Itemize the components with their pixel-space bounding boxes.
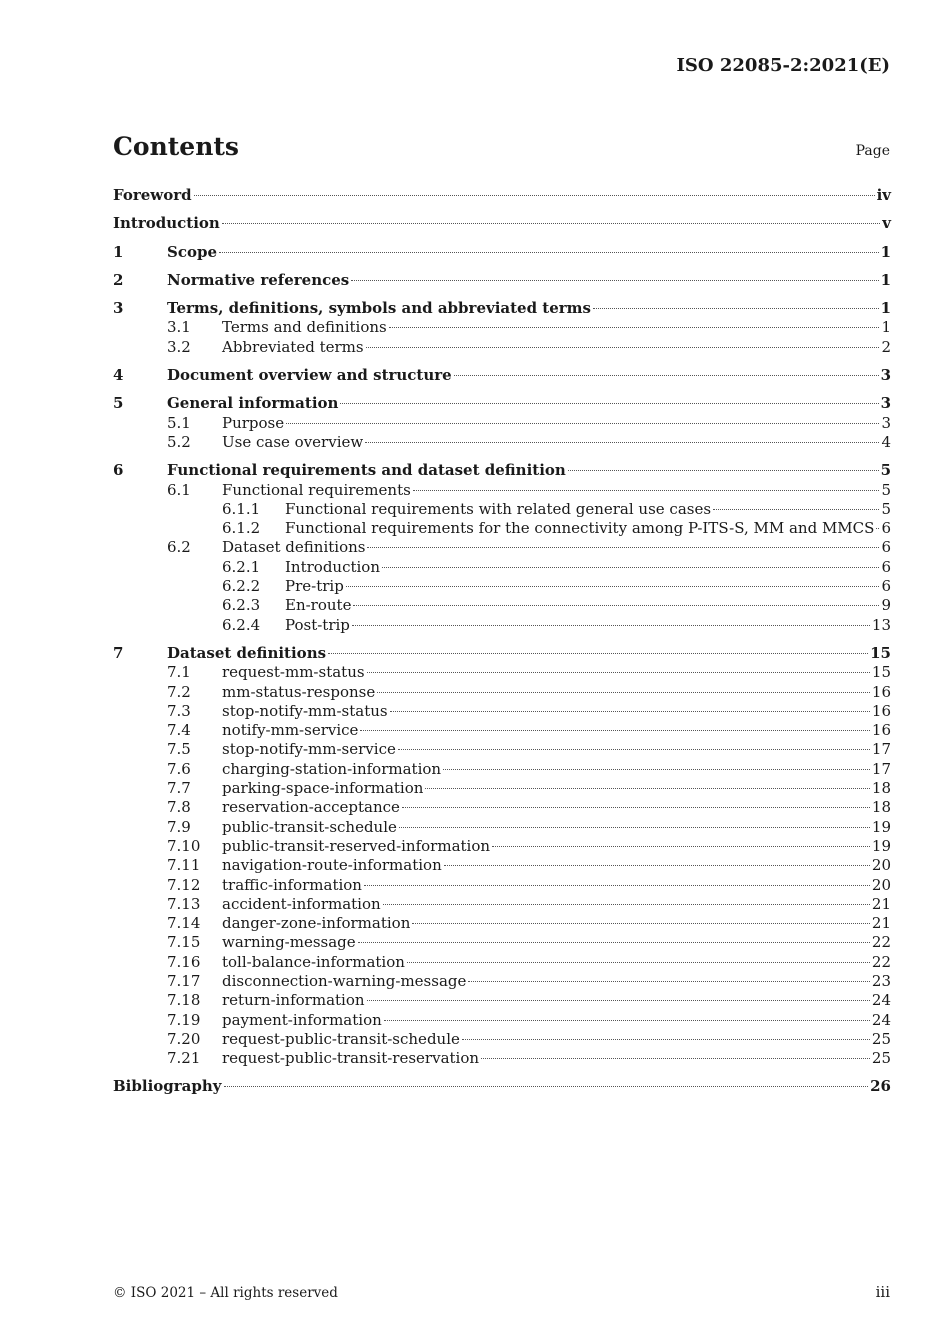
- toc-entry-page: iv: [876, 186, 891, 204]
- toc-entry-page: 26: [870, 1077, 891, 1096]
- toc-entry[interactable]: [113, 991, 891, 1010]
- dot-leader: [389, 327, 880, 328]
- dot-leader: [383, 904, 870, 905]
- toc-entry-title: stop-notify-mm-status: [222, 701, 388, 720]
- dot-leader: [444, 865, 870, 866]
- toc-entry-page: 15: [871, 663, 891, 682]
- dot-leader: [286, 423, 879, 424]
- toc-entry-title: Abbreviated terms: [222, 337, 364, 356]
- toc-entry-number: 5.2: [167, 432, 191, 451]
- toc-entry-number: 4: [113, 366, 124, 385]
- toc-entry-page: 17: [871, 759, 891, 778]
- toc-entry-page: 22: [871, 933, 891, 952]
- dot-leader: [492, 846, 870, 847]
- toc-entry-title: accident-information: [222, 894, 381, 913]
- toc-entry-title: Introduction: [113, 214, 220, 233]
- toc-entry-number: 7.8: [167, 798, 191, 817]
- toc-entry-number: 7.6: [167, 759, 191, 778]
- toc-entry-title: request-public-transit-schedule: [222, 1029, 460, 1048]
- dot-leader: [377, 692, 870, 693]
- dot-leader: [413, 490, 880, 491]
- toc-entry[interactable]: [113, 500, 891, 519]
- dot-leader: [366, 347, 880, 348]
- toc-entry-page: 18: [871, 798, 891, 817]
- toc-entry-number: 7.7: [167, 779, 191, 798]
- toc-entry-title: payment-information: [222, 1010, 382, 1029]
- dot-leader: [876, 528, 879, 529]
- toc-entry-number: 3: [113, 299, 124, 318]
- toc-entry-page: 25: [871, 1029, 891, 1048]
- toc-entry-title: mm-status-response: [222, 682, 376, 701]
- table-of-contents: [113, 186, 891, 1097]
- toc-entry[interactable]: [113, 271, 891, 290]
- toc-entry-number: 7.5: [167, 740, 191, 759]
- toc-entry[interactable]: [113, 616, 891, 635]
- toc-entry-number: 7: [113, 643, 124, 662]
- page-column-label: Page: [855, 143, 890, 159]
- toc-entry-title: Terms and definitions: [222, 318, 387, 337]
- toc-entry-page: 6: [881, 538, 891, 557]
- toc-entry[interactable]: [113, 914, 891, 933]
- dot-leader: [194, 195, 875, 196]
- toc-entry-page: 5: [881, 480, 891, 499]
- toc-entry-number: 7.21: [167, 1049, 201, 1068]
- toc-entry-page: 18: [871, 779, 891, 798]
- dot-leader: [454, 375, 879, 376]
- toc-entry[interactable]: [113, 577, 891, 596]
- toc-entry[interactable]: [113, 1049, 891, 1068]
- toc-entry-title: Post-trip: [285, 615, 350, 634]
- toc-entry[interactable]: [113, 394, 891, 413]
- toc-entry-number: 7.20: [167, 1029, 201, 1048]
- toc-entry-number: 6.2.2: [222, 577, 261, 596]
- toc-entry-number: 6.2.1: [222, 557, 261, 576]
- toc-entry-page: 19: [871, 817, 891, 836]
- toc-entry-number: 3.1: [167, 318, 191, 337]
- toc-entry[interactable]: [113, 798, 891, 817]
- toc-entry[interactable]: [113, 740, 891, 759]
- toc-entry-title: public-transit-schedule: [222, 817, 397, 836]
- toc-entry-title: Document overview and structure: [167, 366, 452, 385]
- toc-entry-number: 7.14: [167, 914, 201, 933]
- toc-entry[interactable]: [113, 837, 891, 856]
- toc-entry-page: 4: [881, 432, 891, 451]
- toc-entry-number: 2: [113, 270, 124, 289]
- toc-entry-page: 6: [881, 519, 891, 538]
- dot-leader: [364, 885, 870, 886]
- toc-entry-title: En-route: [285, 596, 352, 615]
- dot-leader: [358, 942, 870, 943]
- dot-leader: [346, 586, 880, 587]
- toc-entry-page: 3: [880, 366, 891, 385]
- toc-entry-title: charging-station-information: [222, 759, 442, 778]
- toc-entry[interactable]: [113, 596, 891, 615]
- dot-leader: [398, 749, 870, 750]
- toc-entry-title: Functional requirements for the connectivity among P-ITS-S, MM and MMCS: [285, 519, 875, 538]
- toc-entry-page: 21: [871, 914, 891, 933]
- toc-entry-number: 1: [113, 242, 124, 261]
- toc-entry-title: stop-notify-mm-service: [222, 740, 396, 759]
- toc-entry-page: 5: [880, 461, 891, 480]
- toc-entry[interactable]: [113, 366, 891, 385]
- page-number: iii: [875, 1283, 890, 1301]
- toc-entry[interactable]: [113, 972, 891, 991]
- toc-entry[interactable]: [113, 318, 891, 337]
- toc-entry-number: 6.2.4: [222, 615, 261, 634]
- toc-entry-number: 7.12: [167, 875, 201, 894]
- dot-leader: [365, 442, 879, 443]
- toc-entry-number: 6.1.1: [222, 499, 261, 518]
- toc-entry-title: Pre-trip: [285, 577, 344, 596]
- toc-entry-title: warning-message: [222, 933, 356, 952]
- toc-entry-title: Terms, definitions, symbols and abbreviated terms: [167, 299, 591, 318]
- toc-entry-title: Functional requirements: [222, 480, 411, 499]
- toc-entry-number: 7.1: [167, 663, 191, 682]
- toc-entry[interactable]: [113, 558, 891, 577]
- toc-entry-number: 6.2.3: [222, 596, 261, 615]
- toc-entry-page: 1: [880, 299, 891, 318]
- toc-entry-title: Foreword: [113, 186, 192, 204]
- toc-entry[interactable]: [113, 779, 891, 798]
- toc-entry-page: 20: [871, 875, 891, 894]
- toc-entry[interactable]: [113, 683, 891, 702]
- page-title: Contents: [113, 132, 240, 161]
- toc-entry[interactable]: [113, 876, 891, 895]
- copyright-notice: © ISO 2021 – All rights reserved: [113, 1285, 338, 1301]
- toc-entry[interactable]: [113, 663, 891, 682]
- toc-entry-page: 6: [881, 557, 891, 576]
- dot-leader: [224, 1086, 869, 1087]
- toc-entry-page: 23: [871, 971, 891, 990]
- toc-entry[interactable]: [113, 243, 891, 262]
- toc-entry-number: 6.1: [167, 480, 191, 499]
- toc-entry-title: reservation-acceptance: [222, 798, 400, 817]
- dot-leader: [481, 1058, 870, 1059]
- toc-entry-page: 6: [881, 577, 891, 596]
- toc-entry-page: 15: [870, 643, 891, 662]
- toc-entry-page: 24: [871, 1010, 891, 1029]
- toc-entry[interactable]: [113, 1077, 891, 1096]
- toc-entry-page: 3: [880, 394, 891, 413]
- toc-entry-title: Functional requirements with related general use cases: [285, 499, 712, 518]
- toc-entry-page: 16: [871, 721, 891, 740]
- toc-entry[interactable]: [113, 519, 891, 538]
- toc-entry[interactable]: [113, 856, 891, 875]
- toc-entry-title: public-transit-reserved-information: [222, 836, 491, 855]
- toc-entry-title: navigation-route-information: [222, 856, 442, 875]
- toc-entry-page: 20: [871, 856, 891, 875]
- toc-entry[interactable]: [113, 760, 891, 779]
- toc-entry-number: 5.1: [167, 413, 191, 432]
- dot-leader: [219, 252, 879, 253]
- dot-leader: [425, 788, 869, 789]
- dot-leader: [412, 923, 870, 924]
- dot-leader: [353, 605, 879, 606]
- toc-entry-page: 1: [880, 270, 891, 289]
- toc-entry[interactable]: [113, 1011, 891, 1030]
- toc-entry-title: request-mm-status: [222, 663, 365, 682]
- toc-entry-number: 7.15: [167, 933, 201, 952]
- dot-leader: [340, 403, 878, 404]
- dot-leader: [443, 769, 870, 770]
- toc-entry-number: 7.9: [167, 817, 191, 836]
- dot-leader: [390, 711, 870, 712]
- toc-entry-number: 5: [113, 394, 124, 413]
- dot-leader: [402, 807, 870, 808]
- toc-entry-page: 9: [881, 596, 891, 615]
- toc-entry-title: Dataset definitions: [167, 643, 327, 662]
- toc-entry-number: 6: [113, 461, 124, 480]
- toc-entry-number: 7.4: [167, 721, 191, 740]
- toc-entry-number: 7.11: [167, 856, 201, 875]
- toc-entry[interactable]: [113, 1030, 891, 1049]
- toc-entry[interactable]: [113, 433, 891, 452]
- toc-entry-number: 7.17: [167, 971, 201, 990]
- toc-entry-title: Use case overview: [222, 432, 364, 451]
- toc-entry-number: 7.16: [167, 952, 201, 971]
- toc-entry-number: 7.2: [167, 682, 191, 701]
- toc-entry-number: 6.2: [167, 538, 191, 557]
- dot-leader: [367, 672, 870, 673]
- dot-leader: [328, 653, 868, 654]
- toc-entry[interactable]: [113, 481, 891, 500]
- dot-leader: [222, 223, 880, 224]
- toc-entry-title: toll-balance-information: [222, 952, 405, 971]
- toc-entry-title: danger-zone-information: [222, 914, 411, 933]
- toc-entry-number: 6.1.2: [222, 519, 261, 538]
- toc-entry[interactable]: [113, 186, 891, 205]
- toc-entry[interactable]: [113, 214, 891, 233]
- toc-entry[interactable]: [113, 895, 891, 914]
- dot-leader: [384, 1020, 870, 1021]
- toc-entry-page: 13: [871, 615, 891, 634]
- dot-leader: [367, 547, 879, 548]
- dot-leader: [352, 625, 870, 626]
- toc-entry-title: Introduction: [285, 557, 380, 576]
- dot-leader: [462, 1039, 870, 1040]
- toc-entry-number: 7.10: [167, 836, 201, 855]
- toc-entry[interactable]: [113, 338, 891, 357]
- toc-entry-title: Functional requirements and dataset definition: [167, 461, 566, 480]
- dot-leader: [568, 470, 879, 471]
- document-id: ISO 22085-2:2021(E): [676, 55, 890, 76]
- dot-leader: [360, 730, 869, 731]
- toc-entry-title: General information: [167, 394, 339, 413]
- dot-leader: [399, 827, 870, 828]
- toc-entry[interactable]: [113, 538, 891, 557]
- toc-entry-page: v: [882, 214, 891, 233]
- dot-leader: [351, 280, 878, 281]
- toc-entry-title: disconnection-warning-message: [222, 971, 467, 990]
- toc-entry[interactable]: [113, 933, 891, 952]
- toc-entry-page: 5: [881, 499, 891, 518]
- dot-leader: [382, 567, 879, 568]
- toc-entry-page: 21: [871, 894, 891, 913]
- dot-leader: [367, 1000, 870, 1001]
- toc-entry-page: 19: [871, 836, 891, 855]
- toc-entry-title: notify-mm-service: [222, 721, 359, 740]
- toc-entry-title: Bibliography: [113, 1077, 222, 1096]
- dot-leader: [713, 509, 879, 510]
- toc-entry-page: 17: [871, 740, 891, 759]
- toc-entry-number: 7.18: [167, 991, 201, 1010]
- toc-entry[interactable]: [113, 818, 891, 837]
- toc-entry-page: 24: [871, 991, 891, 1010]
- toc-entry-page: 16: [871, 682, 891, 701]
- toc-entry-page: 3: [881, 413, 891, 432]
- toc-entry[interactable]: [113, 299, 891, 318]
- toc-entry[interactable]: [113, 644, 891, 663]
- dot-leader: [468, 981, 870, 982]
- toc-entry-number: 7.3: [167, 701, 191, 720]
- toc-entry-title: parking-space-information: [222, 779, 424, 798]
- toc-entry-title: Normative references: [167, 270, 350, 289]
- toc-entry[interactable]: [113, 953, 891, 972]
- toc-entry[interactable]: [113, 414, 891, 433]
- toc-entry-page: 22: [871, 952, 891, 971]
- toc-entry-page: 2: [881, 337, 891, 356]
- toc-entry[interactable]: [113, 702, 891, 721]
- toc-entry-page: 16: [871, 701, 891, 720]
- toc-entry-title: Purpose: [222, 413, 285, 432]
- toc-entry-number: 7.13: [167, 894, 201, 913]
- toc-entry-page: 1: [881, 318, 891, 337]
- toc-entry[interactable]: [113, 721, 891, 740]
- dot-leader: [407, 962, 870, 963]
- toc-entry-number: 3.2: [167, 337, 191, 356]
- toc-entry[interactable]: [113, 461, 891, 480]
- toc-entry-title: return-information: [222, 991, 365, 1010]
- toc-entry-title: request-public-transit-reservation: [222, 1049, 480, 1068]
- toc-entry-title: Scope: [167, 242, 218, 261]
- toc-entry-title: Dataset definitions: [222, 538, 366, 557]
- toc-entry-title: traffic-information: [222, 875, 362, 894]
- toc-entry-number: 7.19: [167, 1010, 201, 1029]
- toc-entry-page: 1: [880, 242, 891, 261]
- toc-entry-page: 25: [871, 1049, 891, 1068]
- dot-leader: [593, 308, 879, 309]
